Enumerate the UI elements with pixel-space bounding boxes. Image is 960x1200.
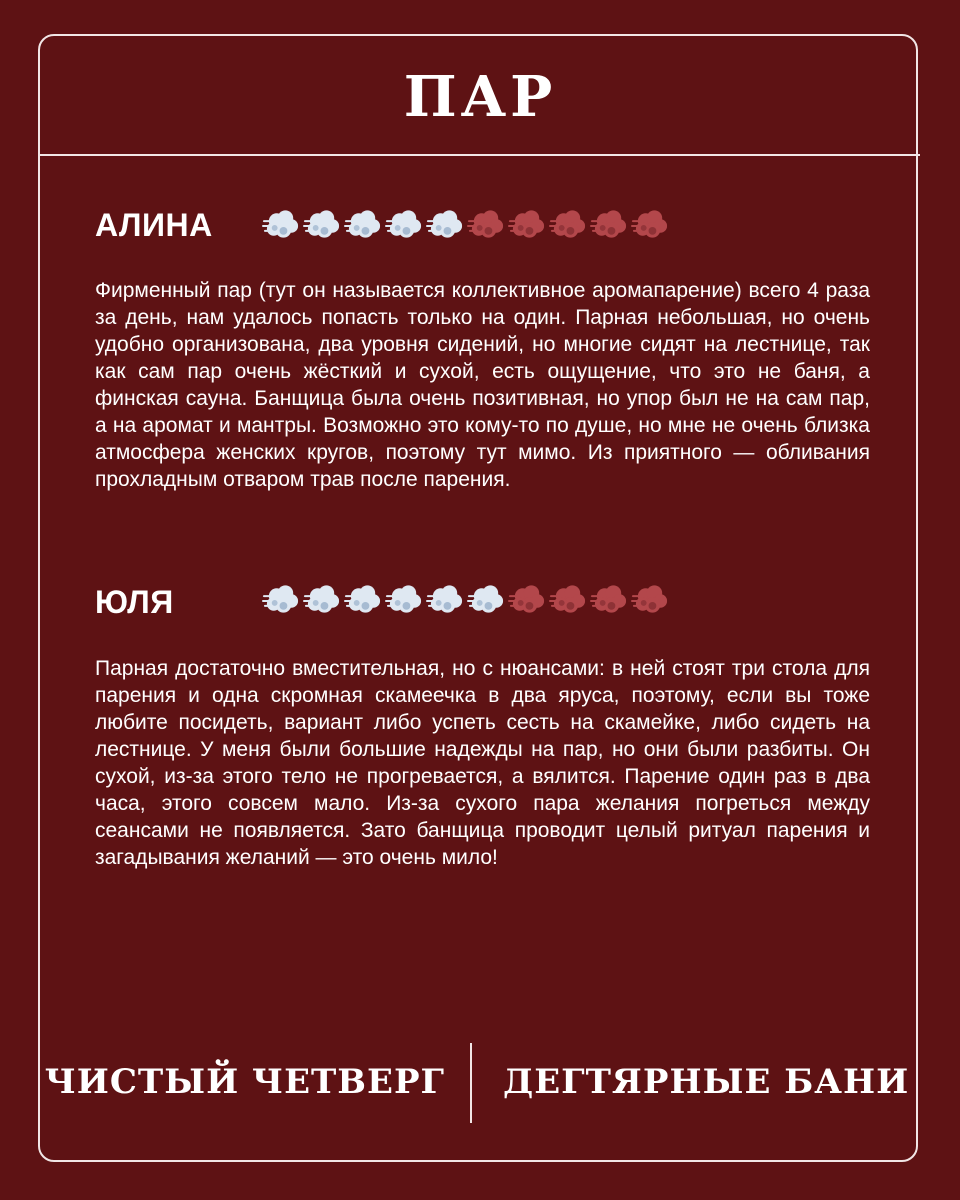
steam-cloud-icon-empty	[631, 582, 670, 618]
steam-cloud-icon-empty	[508, 582, 547, 618]
steam-cloud-icon-empty	[590, 582, 629, 618]
steam-cloud-icon-empty	[549, 582, 588, 618]
steam-cloud-icon-filled	[467, 582, 506, 618]
steam-cloud-icon-filled	[426, 582, 465, 618]
steam-cloud-icon-filled	[385, 582, 424, 618]
steam-cloud-icon-filled	[262, 207, 301, 243]
steam-cloud-icon-filled	[303, 207, 342, 243]
review-text-1: Фирменный пар (тут он называется коллективное аромапарение) всего 4 раза за день, нам удалось попасть только на один. Парная небольшая, но очень удобно организована, два уровня сидений, но многие сидят на лестнице, так как сам пар очень жёсткий и сухой, есть ощущение, что это не баня, а финская сауна. Банщица была очень позитивная, но упор был не на сам пар, а на аромат и мантры. Возможно это кому-то по душе, но мне не очень близка атмосфера женских кругов, поэтому тут мимо. Из приятного — обливания прохладным отваром трав после парения.	[95, 279, 870, 491]
steam-cloud-icon-filled	[344, 582, 383, 618]
steam-cloud-icon-filled	[344, 207, 383, 243]
brand-chisty-chetverg: ЧИСТЫЙ ЧЕТВЕРГ	[44, 1062, 445, 1102]
footer-divider	[470, 1043, 472, 1123]
steam-cloud-icon-empty	[508, 207, 547, 243]
steam-cloud-icon-empty	[631, 207, 670, 243]
steam-cloud-icon-filled	[426, 207, 465, 243]
rating-2	[262, 582, 670, 618]
rating-1	[262, 207, 670, 243]
review-text-2: Парная достаточно вместительная, но с нюансами: в ней стоят три стола для парения и одна скромная скамеечка в два яруса, поэтому, если вы тоже любите посидеть, вариант либо успеть сесть на скамейке, либо сидеть на лестнице. У меня были большие надежды на пар, но они были разбиты. Он сухой, из-за этого тело не прогревается, а вялится. Парение один раз в два часа, этого совсем мало. Из-за сухого пара желания погреться между сеансами не появляется. Зато банщица проводит целый ритуал парения и загадывания желаний — это очень мило!	[95, 657, 870, 869]
page-title: ПАР	[403, 64, 557, 130]
steam-cloud-icon-filled	[303, 582, 342, 618]
brand-degtyarnye-bani: ДЕГТЯРНЫЕ БАНИ	[503, 1062, 910, 1102]
steam-cloud-icon-empty	[467, 207, 506, 243]
steam-cloud-icon-empty	[549, 207, 588, 243]
steam-cloud-icon-empty	[590, 207, 629, 243]
steam-cloud-icon-filled	[385, 207, 424, 243]
reviewer-name-1: АЛИНА	[95, 207, 213, 243]
title-divider	[40, 154, 920, 156]
reviewer-name-2: ЮЛЯ	[95, 584, 174, 620]
steam-cloud-icon-filled	[262, 582, 301, 618]
